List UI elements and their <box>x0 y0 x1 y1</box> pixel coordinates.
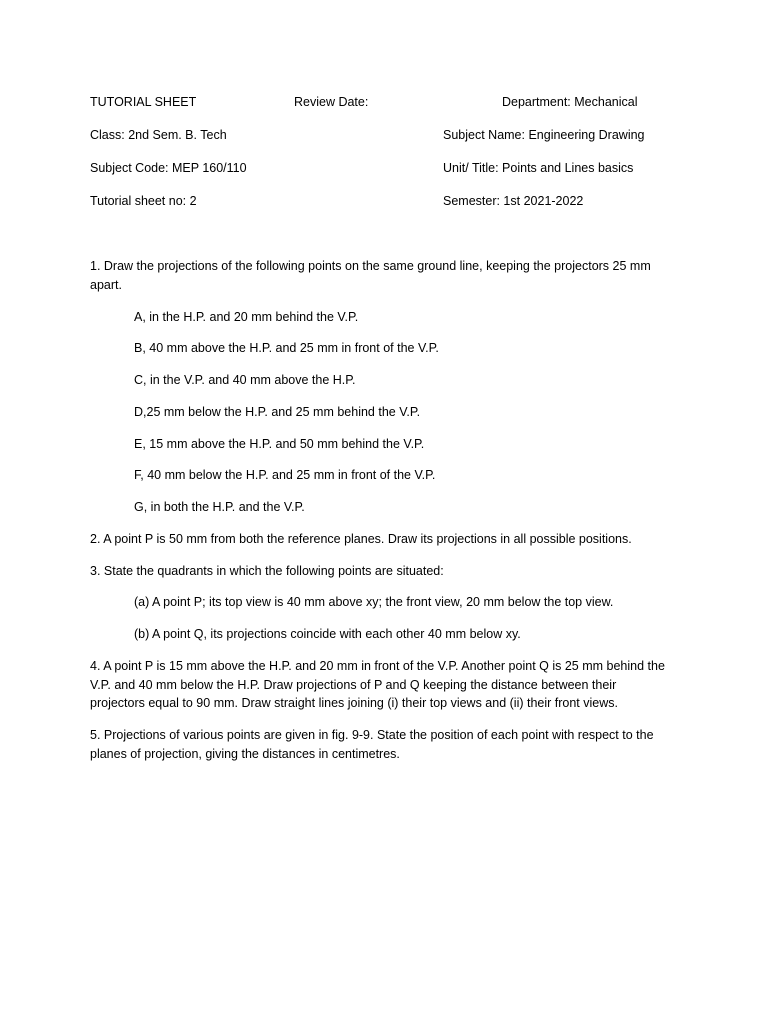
q1-item-c: C, in the V.P. and 40 mm above the H.P. <box>134 373 356 387</box>
department: Department: Mechanical <box>502 95 638 109</box>
unit-title: Unit/ Title: Points and Lines basics <box>443 161 634 175</box>
q3-item-a: (a) A point P; its top view is 40 mm above xy; the front view, 20 mm below the top view. <box>134 595 614 610</box>
q1-item-e: E, 15 mm above the H.P. and 50 mm behind the V.P. <box>134 436 425 451</box>
question-1: 1. Draw the projections of the following points on the same ground line, keeping the projectors 25 mm apart. <box>90 259 651 292</box>
q1-item-a: A, in the H.P. and 20 mm behind the V.P. <box>134 309 359 324</box>
class-label: Class: 2nd Sem. B. Tech <box>90 128 227 142</box>
q1-item-d: D,25 mm below the H.P. and 25 mm behind the V.P. <box>134 404 421 419</box>
sheet-title: TUTORIAL SHEET <box>90 95 197 109</box>
semester: Semester: 1st 2021-2022 <box>443 194 584 208</box>
question-3: 3. State the quadrants in which the following points are situated: <box>90 563 444 578</box>
subject-name: Subject Name: Engineering Drawing <box>443 128 645 142</box>
q1-item-f: F, 40 mm below the H.P. and 25 mm in front of the V.P. <box>134 468 436 483</box>
question-2: 2. A point P is 50 mm from both the reference planes. Draw its projections in all possible positions. <box>90 531 632 546</box>
question-list <box>90 257 670 777</box>
question-5: 5. Projections of various points are given in fig. 9-9. State the position of each point with respect to the planes of projection, giving the distances in centimetres. <box>90 728 654 761</box>
q3-item-b: (b) A point Q, its projections coincide with each other 40 mm below xy. <box>134 627 521 641</box>
review-date: Review Date: <box>294 95 369 109</box>
tutorial-sheet-number: Tutorial sheet no: 2 <box>90 194 197 208</box>
q1-item-g: G, in both the H.P. and the V.P. <box>134 500 305 514</box>
subject-code: Subject Code: MEP 160/110 <box>90 161 247 175</box>
q1-item-b: B, 40 mm above the H.P. and 25 mm in front of the V.P. <box>134 341 439 356</box>
question-4: 4. A point P is 15 mm above the H.P. and 20 mm in front of the V.P. Another point Q is 25 mm behind the V.P. and 40 mm below the H.P. Draw projections of P and Q keeping the distance between their projectors equal to 90 mm. Draw straight lines joining (i) their top views and (ii) their front views. <box>90 658 665 711</box>
